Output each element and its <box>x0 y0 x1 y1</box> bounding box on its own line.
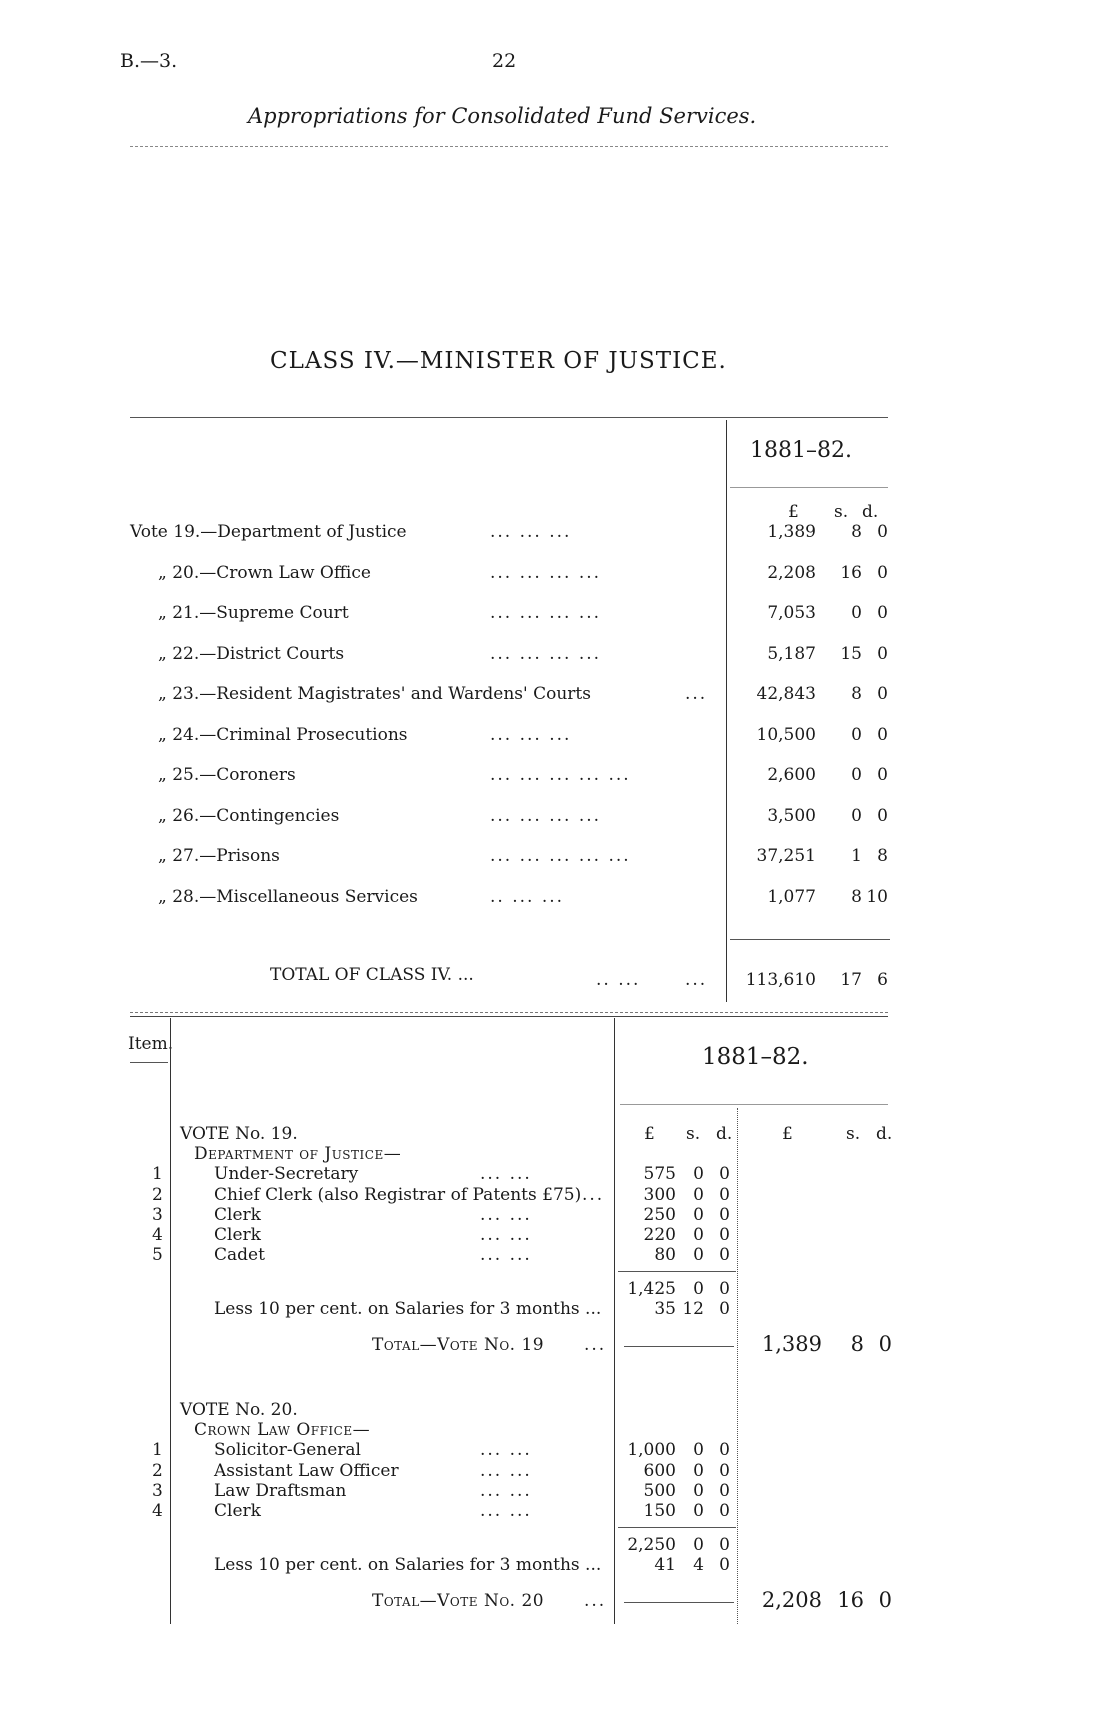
summary-row-pounds: 42,843 <box>756 684 816 704</box>
summary-row-pounds: 1,077 <box>767 887 816 907</box>
class-title: CLASS IV.—MINISTER OF JUSTICE. <box>270 348 727 374</box>
summary-row-dots: ... <box>685 684 708 704</box>
summary-row-shillings: 8 <box>851 887 862 907</box>
item-dots: ... ... <box>480 1501 532 1521</box>
item-pounds: 220 <box>643 1225 676 1245</box>
detail-sub-pence-header: d. <box>716 1124 733 1144</box>
summary-pence-header: d. <box>862 502 879 522</box>
summary-row-dots: ... ... ... ... <box>490 603 602 623</box>
summary-row-label: „ 25.—Coroners <box>158 765 296 785</box>
item-shillings: 0 <box>693 1461 704 1481</box>
item-pence: 0 <box>719 1461 730 1481</box>
summary-row-dots: ... ... ... ... ... <box>490 765 631 785</box>
item-pence: 0 <box>719 1185 730 1205</box>
subtotal-shillings: 0 <box>693 1279 704 1299</box>
vote-total-pounds: 2,208 <box>761 1588 822 1612</box>
item-pounds: 575 <box>643 1164 676 1184</box>
item-shillings: 0 <box>693 1245 704 1265</box>
summary-column-divider <box>726 420 727 1002</box>
detail-total-pound-sign: £ <box>782 1124 793 1144</box>
summary-row-pence: 0 <box>877 684 888 704</box>
less-pounds: 41 <box>654 1555 676 1575</box>
detail-top-rule <box>130 1012 888 1013</box>
summary-total-leader: ... <box>685 970 708 990</box>
summary-total-dots: .. ... <box>596 970 641 990</box>
summary-row-dots: ... ... ... ... ... <box>490 846 631 866</box>
less-pence: 0 <box>719 1299 730 1319</box>
summary-total-pounds: 113,610 <box>745 970 816 990</box>
item-number: 4 <box>152 1501 163 1521</box>
summary-top-rule <box>130 417 888 418</box>
item-number: 2 <box>152 1461 163 1481</box>
item-pence: 0 <box>719 1501 730 1521</box>
detail-total-shillings-header: s. <box>846 1124 861 1144</box>
summary-row-label: „ 22.—District Courts <box>158 644 345 664</box>
vote-department: Crown Law Office— <box>194 1420 371 1440</box>
detail-year-heading: 1881–82. <box>702 1044 809 1070</box>
item-dots: ... <box>582 1185 605 1205</box>
detail-total-pence-header: d. <box>876 1124 893 1144</box>
detail-top-rule-inner <box>130 1016 888 1017</box>
item-label: Clerk <box>214 1205 261 1225</box>
item-number: 4 <box>152 1225 163 1245</box>
summary-row-shillings: 0 <box>851 765 862 785</box>
summary-row-shillings: 16 <box>840 563 862 583</box>
page-number: 22 <box>492 50 517 72</box>
item-label: Solicitor-General <box>214 1440 361 1460</box>
subtotal-shillings: 0 <box>693 1535 704 1555</box>
less-shillings: 4 <box>693 1555 704 1575</box>
subamount-column-divider <box>737 1108 738 1624</box>
item-pence: 0 <box>719 1481 730 1501</box>
item-label: Clerk <box>214 1225 261 1245</box>
summary-row-label: Vote 19.—Department of Justice <box>130 522 407 542</box>
summary-row-label: „ 23.—Resident Magistrates' and Wardens' Courts <box>158 684 591 704</box>
item-pence: 0 <box>719 1225 730 1245</box>
item-pounds: 500 <box>643 1481 676 1501</box>
summary-row-pounds: 2,600 <box>767 765 816 785</box>
summary-row-dots: ... ... ... <box>490 725 572 745</box>
item-shillings: 0 <box>693 1185 704 1205</box>
vote-total-label: Total—Vote No. 20 <box>372 1591 545 1611</box>
item-number: 1 <box>152 1440 163 1460</box>
subtotal-rule <box>618 1271 736 1272</box>
summary-year-rule <box>730 487 888 488</box>
detail-year-rule <box>620 1104 888 1105</box>
summary-row-shillings: 8 <box>851 684 862 704</box>
summary-row-pence: 8 <box>877 846 888 866</box>
summary-row-pounds: 7,053 <box>767 603 816 623</box>
item-shillings: 0 <box>693 1205 704 1225</box>
item-label: Clerk <box>214 1501 261 1521</box>
summary-row-pounds: 2,208 <box>767 563 816 583</box>
vote-total-rule <box>624 1602 734 1603</box>
detail-sub-pound-sign: £ <box>644 1124 655 1144</box>
item-number: 3 <box>152 1481 163 1501</box>
summary-row-pounds: 37,251 <box>756 846 816 866</box>
item-label: Chief Clerk (also Registrar of Patents £75) <box>214 1185 582 1205</box>
item-pence: 0 <box>719 1440 730 1460</box>
summary-total-shillings: 17 <box>840 970 862 990</box>
item-shillings: 0 <box>693 1481 704 1501</box>
summary-row-shillings: 1 <box>851 846 862 866</box>
summary-row-label: „ 27.—Prisons <box>158 846 280 866</box>
summary-row-dots: .. ... ... <box>490 887 565 907</box>
item-shillings: 0 <box>693 1501 704 1521</box>
vote-total-rule <box>624 1346 734 1347</box>
subtotal-pounds: 1,425 <box>627 1279 676 1299</box>
vote-total-pence: 0 <box>878 1588 892 1612</box>
less-salaries-label: Less 10 per cent. on Salaries for 3 months ... <box>214 1555 602 1575</box>
item-number: 3 <box>152 1205 163 1225</box>
summary-row-pence: 0 <box>877 603 888 623</box>
summary-row-label: „ 21.—Supreme Court <box>158 603 349 623</box>
vote-total-pounds: 1,389 <box>761 1332 822 1356</box>
item-pounds: 600 <box>643 1461 676 1481</box>
summary-row-pounds: 10,500 <box>756 725 816 745</box>
item-pence: 0 <box>719 1245 730 1265</box>
item-shillings: 0 <box>693 1440 704 1460</box>
vote-total-dots: ... <box>584 1335 607 1355</box>
summary-row-pounds: 1,389 <box>767 522 816 542</box>
item-pence: 0 <box>719 1164 730 1184</box>
summary-row-pence: 0 <box>877 806 888 826</box>
summary-row-pence: 10 <box>866 887 888 907</box>
summary-row-pence: 0 <box>877 725 888 745</box>
less-shillings: 12 <box>682 1299 704 1319</box>
vote-total-pence: 0 <box>878 1332 892 1356</box>
summary-total-pence: 6 <box>877 970 888 990</box>
item-dots: ... ... <box>480 1245 532 1265</box>
subtotal-rule <box>618 1527 736 1528</box>
less-salaries-label: Less 10 per cent. on Salaries for 3 months ... <box>214 1299 602 1319</box>
vote-title: VOTE No. 20. <box>180 1400 298 1420</box>
item-column-divider <box>170 1018 171 1624</box>
item-dots: ... ... <box>480 1205 532 1225</box>
item-dots: ... ... <box>480 1225 532 1245</box>
item-dots: ... ... <box>480 1461 532 1481</box>
summary-row-shillings: 8 <box>851 522 862 542</box>
summary-row-label: „ 26.—Contingencies <box>158 806 340 826</box>
summary-row-dots: ... ... ... ... <box>490 806 602 826</box>
summary-row-pounds: 3,500 <box>767 806 816 826</box>
summary-row-dots: ... ... ... ... <box>490 644 602 664</box>
vote-title: VOTE No. 19. <box>180 1124 298 1144</box>
document-reference: B.—3. <box>120 50 178 72</box>
detail-sub-shillings-header: s. <box>686 1124 701 1144</box>
subtotal-pence: 0 <box>719 1279 730 1299</box>
item-label: Cadet <box>214 1245 265 1265</box>
summary-row-label: „ 28.—Miscellaneous Services <box>158 887 418 907</box>
vote-total-shillings: 8 <box>850 1332 864 1356</box>
summary-row-pence: 0 <box>877 765 888 785</box>
header-rule <box>130 146 888 147</box>
summary-total-label: TOTAL OF CLASS IV. ... <box>270 965 474 985</box>
summary-row-shillings: 0 <box>851 725 862 745</box>
item-dots: ... ... <box>480 1481 532 1501</box>
page-title: Appropriations for Consolidated Fund Services. <box>248 104 757 128</box>
item-pounds: 150 <box>643 1501 676 1521</box>
item-dots: ... ... <box>480 1164 532 1184</box>
item-pounds: 1,000 <box>627 1440 676 1460</box>
summary-row-pence: 0 <box>877 563 888 583</box>
summary-shillings-header: s. <box>834 502 849 522</box>
summary-row-shillings: 0 <box>851 603 862 623</box>
item-column-header: Item. <box>128 1034 174 1054</box>
subtotal-pence: 0 <box>719 1535 730 1555</box>
vote-total-shillings: 16 <box>837 1588 864 1612</box>
item-pounds: 300 <box>643 1185 676 1205</box>
vote-department: Department of Justice— <box>194 1144 402 1164</box>
summary-row-label: „ 20.—Crown Law Office <box>158 563 371 583</box>
vote-total-dots: ... <box>584 1591 607 1611</box>
summary-pound-sign: £ <box>788 502 799 522</box>
item-number: 1 <box>152 1164 163 1184</box>
item-pounds: 250 <box>643 1205 676 1225</box>
item-shillings: 0 <box>693 1164 704 1184</box>
amount-column-divider <box>614 1018 615 1624</box>
item-label: Assistant Law Officer <box>214 1461 399 1481</box>
summary-row-shillings: 15 <box>840 644 862 664</box>
item-label: Law Draftsman <box>214 1481 347 1501</box>
summary-total-rule <box>730 939 890 940</box>
summary-row-shillings: 0 <box>851 806 862 826</box>
vote-total-label: Total—Vote No. 19 <box>372 1335 545 1355</box>
subtotal-pounds: 2,250 <box>627 1535 676 1555</box>
less-pence: 0 <box>719 1555 730 1575</box>
summary-row-dots: ... ... ... ... <box>490 563 602 583</box>
item-pounds: 80 <box>654 1245 676 1265</box>
summary-year-heading: 1881–82. <box>750 438 852 463</box>
item-header-rule <box>130 1062 168 1063</box>
summary-row-pounds: 5,187 <box>767 644 816 664</box>
item-number: 2 <box>152 1185 163 1205</box>
summary-row-pence: 0 <box>877 522 888 542</box>
summary-row-dots: ... ... ... <box>490 522 572 542</box>
summary-row-label: „ 24.—Criminal Prosecutions <box>158 725 408 745</box>
less-pounds: 35 <box>654 1299 676 1319</box>
item-pence: 0 <box>719 1205 730 1225</box>
item-label: Under-Secretary <box>214 1164 359 1184</box>
summary-row-pence: 0 <box>877 644 888 664</box>
item-dots: ... ... <box>480 1440 532 1460</box>
item-number: 5 <box>152 1245 163 1265</box>
item-shillings: 0 <box>693 1225 704 1245</box>
